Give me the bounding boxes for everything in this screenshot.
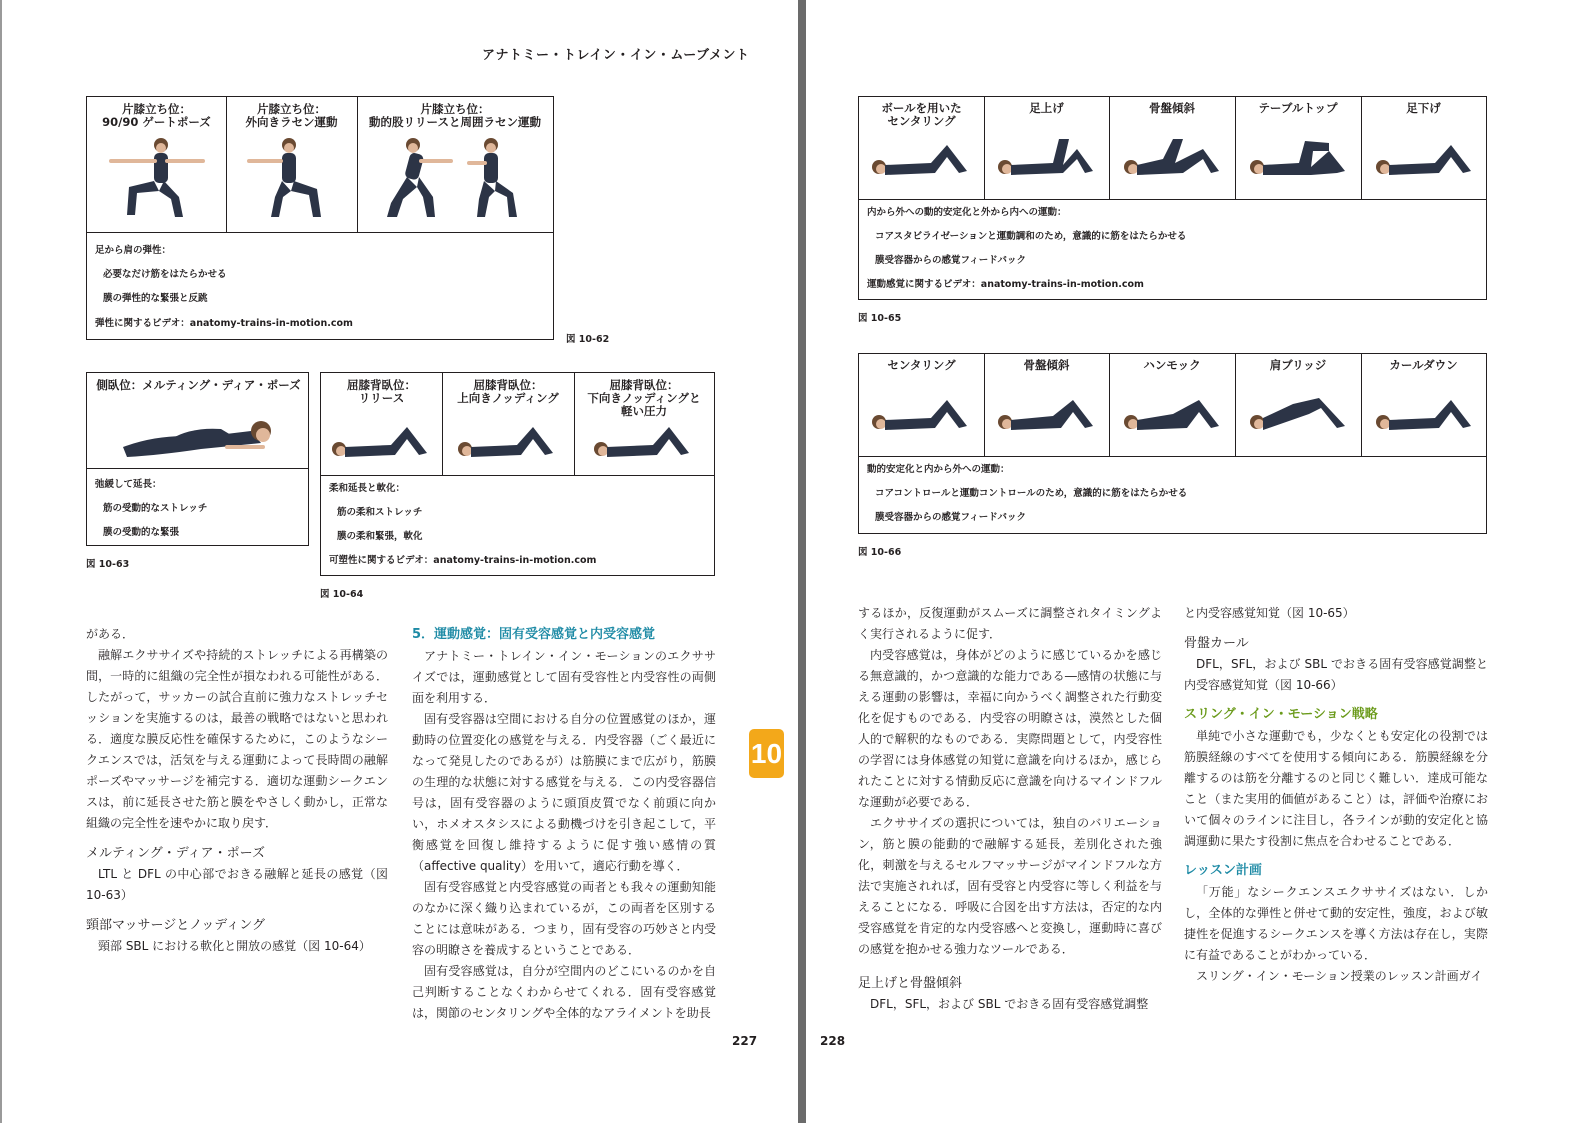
fig66-label: 図 10-66 xyxy=(858,547,902,558)
tabletop-photo xyxy=(1249,137,1349,181)
fig65-cell-2-title: 足上げ xyxy=(1029,101,1064,115)
fig64-cell-3-title: 屈膝背臥位： 下向きノッディングと 軽い圧力 xyxy=(587,378,701,418)
fig66-cell-4-title: 肩ブリッジ xyxy=(1269,358,1327,372)
right-column-2 xyxy=(1184,603,1488,987)
fig62-label: 図 10-62 xyxy=(566,334,610,345)
fig63-line-1: 弛緩して延長： xyxy=(95,479,162,490)
centering-photo xyxy=(871,396,971,436)
figure-10-63 xyxy=(86,372,309,546)
figure-10-64 xyxy=(320,372,715,576)
fig66-cell-1-title: センタリング xyxy=(887,358,956,372)
supine-release-photo xyxy=(331,425,431,465)
section-heading: 骨盤カール xyxy=(1184,636,1249,651)
paragraph: 固有受容器は空間における自分の位置感覚のほか，運動時の位置変化の感覚を与える．内受容器（ごく最近になって発見したのであるが）は筋膜にまで広がり，筋膜の生理的な状態に対する感覚を与える．この内受容器信号は，固有受容器のように頭頂皮質でなく前頭に向かい，ホメオスタシスによる動機づけを引き起こして，平衡感覚を回復し維持するように促す強い感情の質（affective quality）を用いて，適応行動を導く． xyxy=(412,712,716,873)
figure-10-62 xyxy=(86,96,554,340)
fig66-cell-5-title: カールダウン xyxy=(1389,358,1458,372)
page-number-right: 228 xyxy=(820,1034,846,1048)
section-heading: スリング・イン・モーション戦略 xyxy=(1184,707,1378,722)
fig64-cell-2-title: 屈膝背臥位： 上向きノッディング xyxy=(457,378,559,405)
fig65-cell-3-title: 骨盤傾斜 xyxy=(1149,101,1195,115)
left-column-1 xyxy=(86,624,388,957)
leg-lift-photo xyxy=(997,137,1097,181)
section-heading: メルティング・ディア・ポーズ xyxy=(86,846,266,861)
fig64-line-3: 膜の柔和緊張，軟化 xyxy=(337,531,423,542)
paragraph: 「万能」なシークエンスエクササイズはない．しかし，全体的な弾性と併せて動的安定性，強度，および敏捷性を促進するシークエンスを導く方法は存在し，実際に有益であることがわかっている． xyxy=(1184,885,1488,962)
fig62-line-1: 足から肩の弾性： xyxy=(95,245,172,256)
paragraph: 固有受容感覚は，自分が空間内のどこにいるのかを自己判断することなくわからせてくれる．固有受容感覚は，関節のセンタリングや全体的なアライメントを助長 xyxy=(412,964,716,1020)
supine-nodding-down-photo xyxy=(593,425,693,465)
fig66-line-2: コアコントロールと運動コントロールのため，意識的に筋をはたらかせる xyxy=(875,488,1188,499)
fig65-line-1: 内から外への動的安定化と外から内への運動： xyxy=(867,207,1067,218)
fig63-line-2: 筋の受動的なストレッチ xyxy=(103,503,208,514)
right-column-1 xyxy=(858,603,1162,1015)
shoulder-bridge-photo xyxy=(1249,394,1349,436)
paragraph: 頸部 SBL における軟化と開放の感覚（図 10-64） xyxy=(98,939,371,953)
paragraph: 融解エクササイズや持続的ストレッチによる再構築の間，一時的に組織の完全性が損なわれる可能性がある．したがって，サッカーの試合直前に強力なストレッチセッションを実施するのは，最善の戦略ではないと思われる．適度な膜反応性を確保するために，このようなシークエンスでは，活気を与える運動によって長時間の融解ポーズやマッサージを補完する．適切な運動シークエンスは，前に延長させた筋と膜をやさしく動かし，正常な組織の完全性を速やかに取り戻す． xyxy=(86,648,388,830)
fig64-label: 図 10-64 xyxy=(320,589,364,600)
curl-down-photo xyxy=(1375,396,1475,436)
paragraph: と内受容感覚知覚（図 10-65） xyxy=(1184,606,1355,620)
paragraph: DFL，SFL，および SBL でおきる固有受容感覚調整 xyxy=(870,997,1149,1011)
chapter-tab: 10 xyxy=(749,729,784,778)
supine-nodding-up-photo xyxy=(457,425,557,465)
kneeling-spiral-photo xyxy=(247,137,347,222)
fig65-cell-5-title: 足下げ xyxy=(1406,101,1441,115)
fig63-title: 側臥位：メルティング・ディア・ポーズ xyxy=(96,378,301,392)
fig62-video-line: 弾性に関するビデオ：anatomy-trains-in-motion.com xyxy=(95,318,353,329)
fig64-video-line: 可塑性に関するビデオ：anatomy-trains-in-motion.com xyxy=(329,555,597,566)
section-heading: 頸部マッサージとノッディング xyxy=(86,918,266,933)
fig66-line-1: 動的安定化と内から外への運動： xyxy=(867,464,1010,475)
leg-lower-photo xyxy=(1375,141,1475,181)
fig64-line-2: 筋の柔和ストレッチ xyxy=(337,507,423,518)
paragraph: がある． xyxy=(86,627,135,641)
fig64-cell-1-title: 屈膝背臥位： リリース xyxy=(347,378,416,405)
section-heading: 5．運動感覚：固有受容感覚と内受容感覚 xyxy=(412,627,656,642)
right-page xyxy=(806,0,1592,1123)
page-number-left: 227 xyxy=(732,1034,758,1048)
fig62-cell-1-title: 片膝立ち位： 90/90 ゲートポーズ xyxy=(102,102,211,129)
kneeling-pose-photo xyxy=(109,137,209,222)
hip-release-photo-b xyxy=(467,137,537,222)
fig64-line-1: 柔和延長と軟化： xyxy=(329,483,406,494)
fig65-line-2: コアスタビライゼーションと運動調和のため，意識的に筋をはたらかせる xyxy=(875,231,1187,242)
ball-centering-photo xyxy=(871,141,971,181)
fig62-line-2: 必要なだけ筋をはたらかせる xyxy=(103,269,227,280)
fig62-line-3: 膜の弾性的な緊張と反跳 xyxy=(103,293,208,304)
paragraph: するほか，反復運動がスムーズに調整されタイミングよく実行されるように促す． xyxy=(858,606,1162,641)
left-column-2 xyxy=(412,624,716,1024)
fig66-line-3: 膜受容器からの感覚フィードバック xyxy=(875,512,1027,523)
running-head: アナトミー・トレイン・イン・ムーブメント xyxy=(482,48,750,63)
melting-deer-pose-photo xyxy=(121,403,281,463)
hammock-photo xyxy=(1123,396,1223,436)
fig62-cell-2-title: 片膝立ち位： 外向きラセン運動 xyxy=(245,102,338,129)
paragraph: スリング・イン・モーション授業のレッスン計画ガイ xyxy=(1196,969,1483,983)
figure-10-66 xyxy=(858,353,1487,534)
paragraph: LTL と DFL の中心部でおきる融解と延長の感覚（図 10-63） xyxy=(86,867,388,902)
fig65-cell-1-title: ボールを用いた センタリング xyxy=(881,101,962,128)
fig62-cell-3-title: 片膝立ち位： 動的股リリースと周囲ラセン運動 xyxy=(369,102,541,129)
fig63-line-3: 膜の受動的な緊張 xyxy=(103,527,180,538)
fig66-cell-3-title: ハンモック xyxy=(1143,358,1201,372)
paragraph: DFL，SFL，および SBL でおきる固有受容感覚調整と内受容感覚知覚（図 10-66） xyxy=(1184,657,1488,692)
figure-10-65 xyxy=(858,96,1487,300)
fig65-label: 図 10-65 xyxy=(858,313,902,324)
book-spine xyxy=(798,0,806,1123)
fig63-label: 図 10-63 xyxy=(86,559,130,570)
paragraph: アナトミー・トレイン・イン・モーションのエクササイズでは，運動感覚として固有受容性と内受容性の両側面を利用する． xyxy=(412,649,716,705)
fig65-video-line: 運動感覚に関するビデオ：anatomy-trains-in-motion.com xyxy=(867,279,1144,290)
paragraph: 内受容感覚は，身体がどのように感じているかを感じる無意識的，かつ意識的な能力である―感情の状態に与える運動の影響は，幸福に向かうべく調整された行動変化を促すものである．内受容の明瞭さは，漠然とした個人的で解釈的なものである．実際問題として，内受容性の学習には身体感覚の知覚に意識を向けるほか，感じられたことに対する情動反応に意識を向けるマインドフルな運動が必要である． xyxy=(858,648,1162,809)
paragraph: 単純で小さな運動でも，少なくとも安定化の役割では筋膜経線のすべてを使用する傾向にある．筋膜経線を分離するのは筋を分離するのと同じく難しい．達成可能なこと（また実用的価値があること）は，評価や治療において個々のラインに注目し，各ラインが動的安定化と協調運動に果たす役割に焦点を合わせることである． xyxy=(1184,729,1488,848)
fig65-cell-4-title: テーブルトップ xyxy=(1258,101,1338,115)
section-heading: 足上げと骨盤傾斜 xyxy=(858,976,963,991)
section-heading: レッスン計画 xyxy=(1184,863,1262,878)
hip-release-photo-a xyxy=(383,137,453,222)
paragraph: 固有受容感覚と内受容感覚の両者とも我々の運動知能のなかに深く織り込まれているが，この両者を区別することには意味がある．つまり，固有受容の巧妙さと内受容の明瞭さを養成するということである． xyxy=(412,880,716,957)
fig65-line-3: 膜受容器からの感覚フィードバック xyxy=(875,255,1027,266)
paragraph: エクササイズの選択については，独自のバリエーション，筋と膜の能動的で融解する延長，差別化された強化，刺激を与えるセルフマッサージがマインドフルな方法で実施されれば，固有受容と内受容に等しく利益を与えることになる．呼吸に合図を出す方法は，否定的な内受容感覚を肯定的な内受容感へと変換し，運動時に喜びの感覚を抱かせる強力なツールである． xyxy=(858,816,1162,956)
pelvic-tilt-photo xyxy=(1123,135,1223,181)
fig66-cell-2-title: 骨盤傾斜 xyxy=(1023,358,1070,372)
pelvic-tilt-photo-2 xyxy=(997,396,1097,436)
